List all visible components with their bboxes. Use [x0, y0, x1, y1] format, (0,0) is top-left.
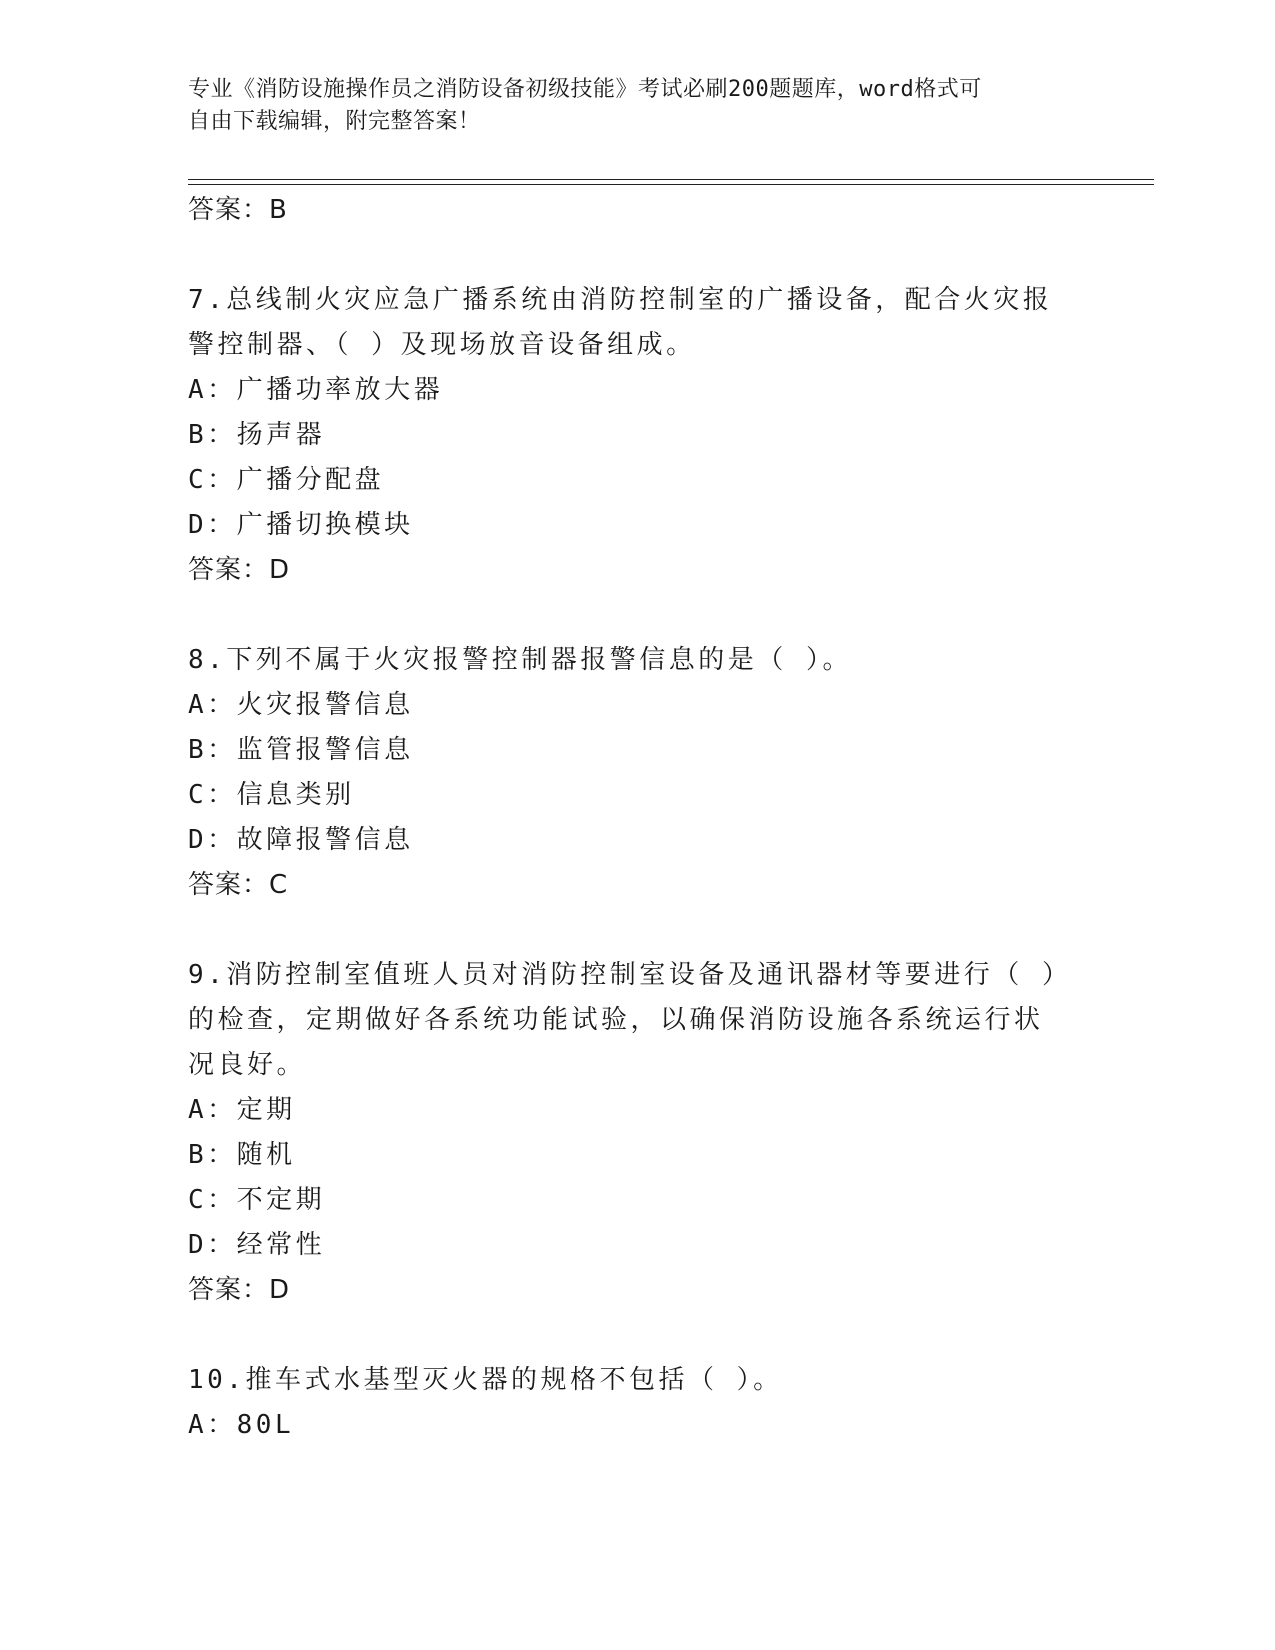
- question-list: [188, 188, 1148, 1448]
- option-d: D：故障报警信息: [188, 825, 414, 855]
- answer-line: 答案：D: [188, 1275, 291, 1305]
- question-text: 8.下列不属于火灾报警控制器报警信息的是（ ）。: [188, 645, 852, 675]
- option-a: A：定期: [188, 1095, 296, 1125]
- answer-line: 答案：D: [188, 555, 291, 585]
- question-text: 9.消防控制室值班人员对消防控制室设备及通讯器材等要进行（ ）的检查，定期做好各系统功能试验，以确保消防设施各系统运行状况良好。: [188, 960, 1059, 1080]
- option-c: C：广播分配盘: [188, 465, 385, 495]
- answer-line: 答案：B: [188, 195, 288, 225]
- option-b: B：随机: [188, 1140, 296, 1170]
- option-a: A：火灾报警信息: [188, 690, 414, 720]
- option-c: C：不定期: [188, 1185, 326, 1215]
- page-header: [188, 74, 1068, 138]
- option-c: C：信息类别: [188, 780, 355, 810]
- question-text: 7.总线制火灾应急广播系统由消防控制室的广播设备，配合火灾报警控制器、（ ）及现场放音设备组成。: [188, 285, 1053, 360]
- header-divider-bottom: [188, 184, 1154, 185]
- answer-line: 答案：C: [188, 870, 289, 900]
- question-text: 10.推车式水基型灭火器的规格不包括（ ）。: [188, 1365, 783, 1395]
- header-line-2: 自由下载编辑，附完整答案！: [188, 109, 481, 134]
- option-a: A：80L: [188, 1410, 295, 1440]
- option-b: B：扬声器: [188, 420, 326, 450]
- option-d: D：经常性: [188, 1230, 326, 1260]
- option-d: D：广播切换模块: [188, 510, 414, 540]
- option-a: A：广播功率放大器: [188, 375, 444, 405]
- option-b: B：监管报警信息: [188, 735, 414, 765]
- header-divider-top: [188, 179, 1154, 180]
- header-line-1: 专业《消防设施操作员之消防设备初级技能》考试必刷200题题库，word格式可: [188, 77, 982, 102]
